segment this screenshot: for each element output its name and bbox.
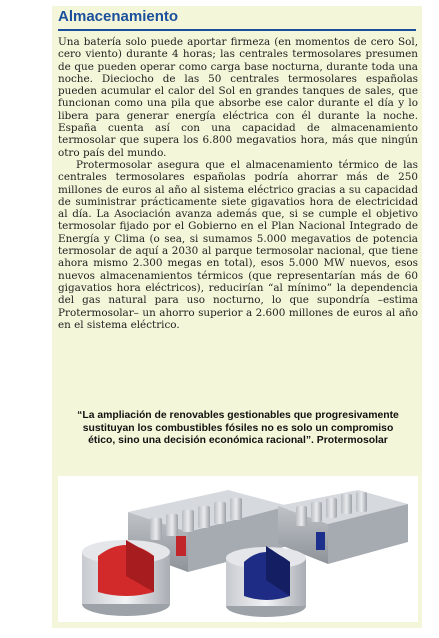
section-title: Almacenamiento bbox=[58, 8, 179, 25]
storage-sidebar-box bbox=[50, 6, 422, 628]
storage-tanks-illustration bbox=[58, 476, 418, 622]
cold-salt-tank bbox=[226, 546, 306, 617]
pull-quote: “La ampliación de renovables gestionables que progresivamente sustituyan los combustibles fósiles no es solo un compromiso ético, sino una decisión económica racional”. Protermosolar bbox=[77, 410, 399, 447]
title-underline bbox=[58, 29, 416, 31]
paragraph-1: Una batería solo puede aportar firmeza (en momentos de cero Sol, cero viento) durante 4 horas; las centrales termosolares presumen de que pueden operar como carga base nocturna, durante toda una noche. Dieciocho de las 50 centrales termosolares españolas pueden acumular el calor del Sol en grandes tanques de sales, que funcionan como una pila que absorbe ese calor durante el día y lo libera para generar energía eléctrica con él durante la noche. España cuenta así con una capacidad de almacenamiento termosolar que supera los 6.800 megavatios hora, más que ningún otro país del mundo. bbox=[58, 36, 418, 159]
paragraph-2: Protermosolar asegura que el almacenamiento térmico de las centrales termosolares españolas podría ahorrar más de 250 millones de euros al año al sistema eléctrico gracias a su capacidad de suministrar prácticamente siete gigavatios hora de electricidad al día. La Asociación avanza además que, si se cumple el objetivo termosolar fijado por el Gobierno en el Plan Nacional Integrado de Energía y Clima (o sea, si sumamos 5.000 megavatios de potencia termosolar de aquí a 2030 al parque termosolar nacional, que tiene ahora mismo 2.300 megas en total), esos 5.000 MW nuevos, esos nuevos almacenamientos térmicos (que representarían más de 60 gigavatios hora eléctricos), reducirían “al mínimo” la dependencia del gas natural para uso nocturno, lo que supondría –estima Protermosolar– un ahorro superior a 2.600 millones de euros al año en el sistema eléctrico. bbox=[58, 158, 418, 331]
hot-salt-tank bbox=[82, 540, 170, 616]
body-text bbox=[58, 36, 418, 331]
